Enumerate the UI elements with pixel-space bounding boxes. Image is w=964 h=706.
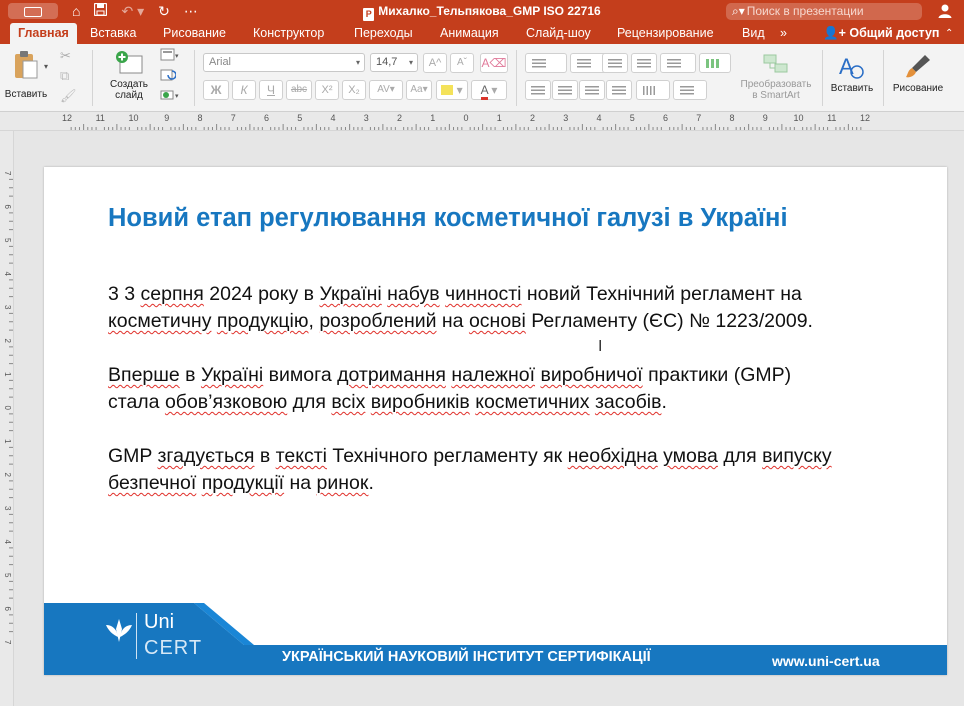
justify-button[interactable]	[606, 80, 632, 100]
website-url: www.uni-cert.ua	[772, 653, 880, 669]
layout-icon[interactable]	[160, 48, 178, 64]
paragraph-1-line-2: косметичну продукцію, розроблений на основі Регламенту (ЄС) № 1223/2009.	[108, 310, 813, 332]
subscript-button[interactable]: X₂	[342, 80, 366, 100]
ruler-label: 6	[3, 606, 12, 611]
ruler-label: 11	[95, 113, 105, 123]
ruler-label: 4	[330, 113, 336, 123]
ruler-label: 2	[529, 113, 536, 123]
chevron-down-icon: ▾	[408, 58, 413, 67]
ribbon-separator	[194, 50, 195, 106]
home-icon[interactable]: ⌂	[72, 3, 81, 19]
paste-options-chevron-icon[interactable]: ▾	[44, 62, 49, 71]
ribbon-separator	[92, 50, 93, 106]
new-slide-button[interactable]	[104, 50, 154, 101]
ruler-label: 2	[396, 113, 403, 123]
ruler-label: 1	[430, 113, 436, 123]
bullets-button[interactable]	[525, 53, 567, 73]
ruler-label: 4	[596, 113, 602, 123]
ruler-label: 1	[3, 439, 12, 444]
ruler-label: 0	[463, 113, 469, 123]
align-text-button[interactable]	[673, 80, 707, 100]
clipboard-icon	[12, 50, 40, 80]
ruler-label: 2	[3, 338, 12, 343]
increase-indent-button[interactable]	[631, 53, 657, 73]
drawing-button[interactable]	[888, 52, 948, 94]
svg-text:▾: ▾	[175, 93, 179, 100]
ribbon-tabs	[0, 23, 964, 44]
paragraph-2-line-2: стала обов’язковою для всіх виробників косметичних засобів.	[108, 391, 667, 413]
tab-slideshow[interactable]: Слайд-шоу	[526, 26, 591, 40]
ribbon-separator	[822, 50, 823, 106]
ruler-label: 8	[197, 113, 203, 123]
tabs-overflow-button[interactable]: »	[780, 26, 787, 40]
ruler-label: 3	[3, 305, 12, 310]
paste-label: Вставить	[4, 89, 48, 100]
align-center-button[interactable]	[552, 80, 578, 100]
align-right-button[interactable]	[579, 80, 605, 100]
paragraph-3-line-1: GMP згадується в тексті Технічного регламенту як необхідна умова для випуску	[108, 445, 832, 467]
align-left-button[interactable]	[525, 80, 551, 100]
unicert-logo-icon	[104, 615, 134, 645]
tab-transitions[interactable]: Переходы	[354, 26, 413, 40]
search-placeholder: Поиск в презентации	[746, 4, 864, 18]
share-button[interactable]	[823, 23, 939, 44]
slide-canvas[interactable]	[44, 167, 947, 675]
font-name-value: Arial	[209, 56, 232, 68]
save-icon[interactable]	[94, 3, 107, 19]
cut-icon[interactable]: ✂	[60, 48, 71, 63]
undo-icon[interactable]: ↶ ▾	[121, 3, 145, 19]
font-color-icon: A	[481, 83, 488, 100]
customize-toolbar-icon[interactable]: ⋯	[183, 3, 198, 19]
share-options-chevron-icon[interactable]: ⌃	[945, 28, 954, 39]
search-input[interactable]	[726, 3, 922, 20]
paragraph-2[interactable]	[108, 362, 791, 416]
tab-design[interactable]: Конструктор	[253, 26, 325, 40]
ruler-label: 8	[729, 113, 735, 123]
italic-button[interactable]: К	[232, 80, 256, 100]
user-account-icon[interactable]	[937, 3, 953, 19]
vertical-ruler-ticks	[0, 131, 14, 706]
title-bar	[0, 0, 964, 23]
strikethrough-button[interactable]: abc	[286, 80, 312, 100]
ruler-label: 9	[164, 113, 170, 123]
font-name-select[interactable]	[203, 53, 365, 72]
tab-draw[interactable]: Рисование	[163, 26, 226, 40]
ruler-label: 2	[3, 472, 12, 477]
ribbon-separator	[883, 50, 884, 106]
institute-name: УКРАЇНСЬКИЙ НАУКОВИЙ ІНСТИТУТ СЕРТИФІКАЦІЇ	[282, 649, 651, 665]
ruler-label: 6	[3, 204, 12, 209]
highlighter-icon	[441, 85, 453, 95]
logo-text-cert: CERT	[144, 637, 203, 659]
font-size-select[interactable]	[370, 53, 418, 72]
document-title: Михалко_Тельпякова_GMP ISO 22716	[378, 4, 601, 18]
section-icon[interactable]	[160, 88, 178, 104]
text-cursor-icon: I	[598, 338, 603, 355]
convert-to-smartart-button[interactable]	[735, 52, 817, 101]
new-slide-icon	[114, 50, 144, 76]
svg-text:▾: ▾	[175, 53, 179, 60]
ruler-label: 10	[793, 113, 804, 123]
brush-icon	[903, 52, 933, 80]
ruler-label: 11	[827, 113, 837, 123]
ribbon-home	[0, 44, 964, 112]
ruler-label: 5	[3, 238, 12, 243]
tab-insert[interactable]: Вставка	[90, 26, 137, 40]
ruler-ticks	[0, 112, 964, 131]
highlight-color-button[interactable]: ▾	[436, 80, 468, 100]
ruler-label: 5	[297, 113, 303, 123]
ruler-label: 0	[3, 405, 12, 410]
drawing-label: Рисование	[892, 83, 944, 94]
add-person-icon: 👤+	[823, 26, 846, 40]
ruler-label: 7	[3, 640, 12, 645]
title-bar-controls	[8, 3, 198, 19]
reset-slide-icon[interactable]	[160, 68, 178, 84]
paragraph-2-line-1: Вперше в Україні вимога дотримання належної виробничої практики (GMP)	[108, 364, 792, 386]
horizontal-ruler	[0, 112, 964, 131]
font-color-button[interactable]: A ▾	[471, 80, 507, 100]
tab-view[interactable]: Вид	[742, 26, 765, 40]
underline-button[interactable]: Ч	[259, 80, 283, 100]
increase-font-size-button[interactable]: A^	[423, 53, 447, 73]
ruler-label: 3	[3, 506, 12, 511]
format-painter-icon[interactable]: 🖌	[60, 88, 77, 103]
ruler-label: 5	[3, 573, 12, 578]
search-icon: ⌕▾	[732, 4, 745, 18]
share-label: Общий доступ	[849, 26, 940, 40]
ruler-label: 6	[662, 113, 669, 123]
character-spacing-button[interactable]: AV▾	[369, 80, 403, 100]
tab-review[interactable]: Рецензирование	[617, 26, 714, 40]
ruler-label: 6	[263, 113, 270, 123]
ruler-label: 9	[762, 113, 768, 123]
new-slide-label-2: слайд	[115, 90, 143, 101]
ruler-label: 7	[3, 171, 12, 176]
paragraph-1[interactable]	[108, 281, 813, 335]
shapes-text-icon	[837, 52, 867, 80]
vertical-ruler	[0, 131, 14, 706]
insert-shapes-button[interactable]	[828, 52, 876, 94]
smartart-icon	[761, 52, 791, 76]
smartart-label-1: Преобразовать	[740, 79, 812, 90]
paragraph-1-line-1: 3 3 серпня 2024 року в Україні набув чинності новий Технічний регламент на	[108, 283, 802, 305]
tab-home[interactable]: Главная	[10, 23, 77, 44]
decrease-font-size-button[interactable]: Aˇ	[450, 53, 474, 73]
powerpoint-file-icon: P	[363, 8, 374, 21]
ruler-label: 3	[363, 113, 369, 123]
change-case-button[interactable]: Aa▾	[406, 80, 432, 100]
ruler-label: 7	[696, 113, 702, 123]
redo-icon[interactable]: ↻	[158, 3, 170, 19]
ruler-label: 10	[128, 113, 139, 123]
paragraph-3-line-2: безпечної продукції на ринок.	[108, 472, 374, 494]
ruler-label: 3	[563, 113, 569, 123]
paragraph-3[interactable]	[108, 443, 832, 497]
ruler-label: 7	[230, 113, 236, 123]
sidebar-toggle-button[interactable]	[8, 3, 58, 19]
text-direction-button[interactable]	[636, 80, 670, 100]
columns-button[interactable]	[699, 53, 731, 73]
decrease-indent-button[interactable]	[602, 53, 628, 73]
ruler-label: 12	[859, 113, 871, 123]
svg-text:A: A	[839, 54, 854, 79]
logo-divider	[136, 613, 137, 659]
superscript-button[interactable]: X²	[315, 80, 339, 100]
ruler-label: 4	[3, 539, 12, 544]
paste-button[interactable]	[4, 50, 48, 100]
logo-text-uni: Uni	[144, 611, 175, 633]
ribbon-separator	[516, 50, 517, 106]
font-size-value: 14,7	[376, 56, 398, 68]
ruler-label: 1	[496, 113, 502, 123]
ruler-label: 1	[3, 372, 12, 377]
ruler-label: 4	[3, 271, 12, 276]
ruler-label: 12	[61, 113, 73, 123]
ruler-label: 5	[629, 113, 635, 123]
tab-animations[interactable]: Анимация	[440, 26, 499, 40]
chevron-down-icon: ▾	[355, 58, 360, 67]
smartart-label-2: в SmartArt	[752, 90, 800, 101]
line-spacing-button[interactable]	[660, 53, 696, 73]
slide-title[interactable]: Новий етап регулювання косметичної галузі в Україні	[108, 204, 788, 232]
new-slide-label-1: Создать	[109, 79, 148, 90]
copy-icon[interactable]: ⧉	[60, 68, 70, 83]
bold-button[interactable]: Ж	[203, 80, 229, 100]
insert-label: Вставить	[830, 83, 874, 94]
clear-formatting-icon[interactable]: A⌫	[480, 53, 508, 73]
